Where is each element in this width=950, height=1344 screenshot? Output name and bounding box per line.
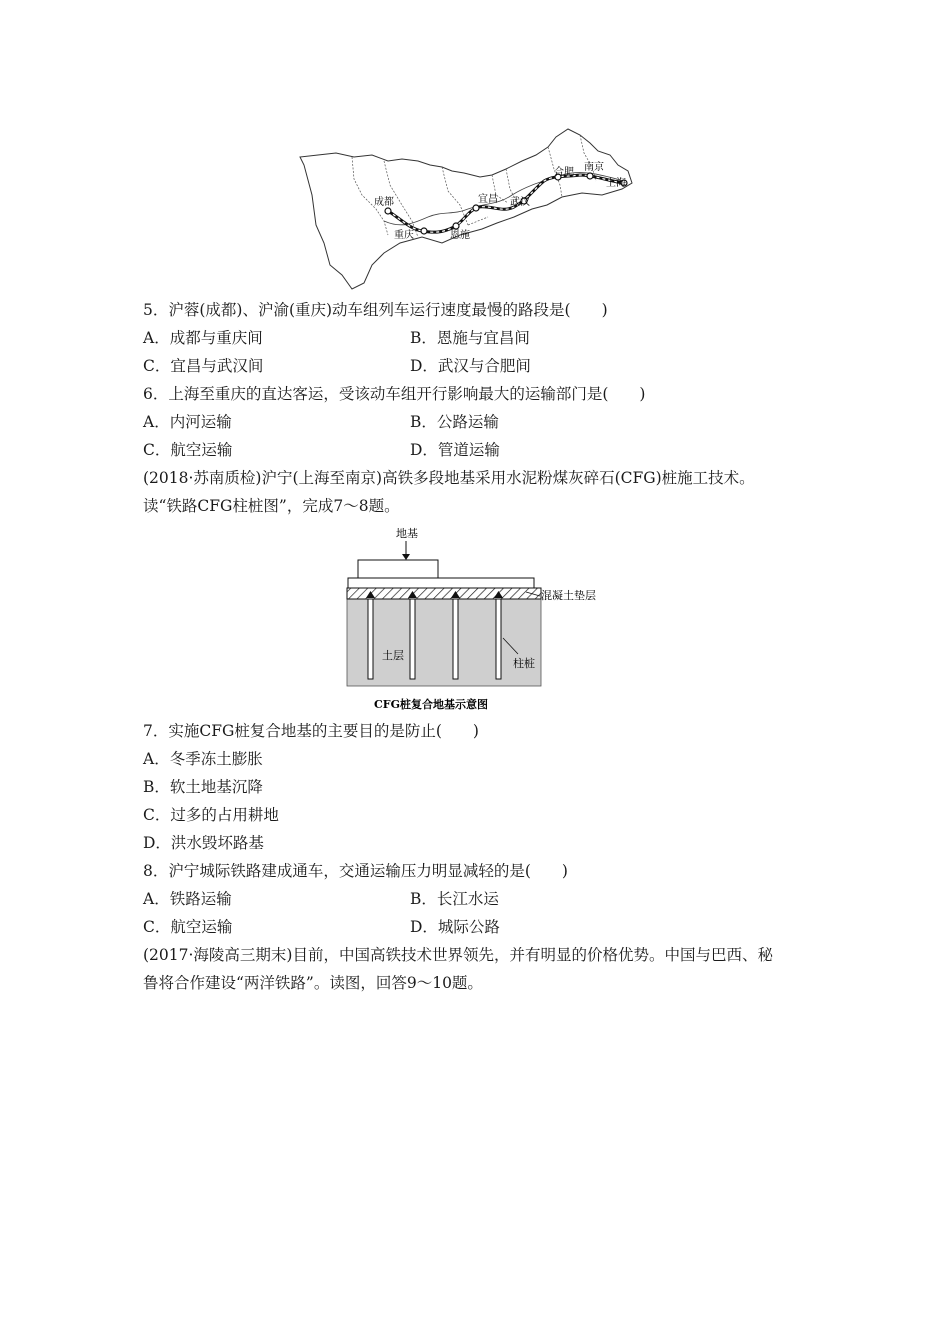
map-province-borders: [352, 135, 596, 237]
embankment-base: [348, 578, 534, 588]
city-label-chongqing: 重庆: [394, 230, 414, 241]
pile-4: [496, 599, 501, 679]
city-label-yichang: 宜昌: [478, 194, 498, 205]
q8-option-c[interactable]: C．航空运输: [143, 918, 233, 936]
foundation-label: 地基: [396, 527, 418, 540]
railway-line: [388, 175, 624, 232]
q8-option-b[interactable]: B．长江水运: [410, 890, 499, 908]
city-label-nanjing: 南京: [584, 162, 604, 173]
pile-2: [410, 599, 415, 679]
q5-option-c[interactable]: C．宜昌与武汉间: [143, 357, 264, 375]
intro-9-10-line1: (2017·海陵高三期末)目前，中国高铁技术世界领先，并有明显的价格优势。中国与巴西、秘: [143, 946, 773, 964]
soil-layer: [347, 588, 541, 686]
soil-label: 土层: [382, 649, 404, 662]
city-marker-nanjing: [587, 173, 593, 179]
intro-7-8-line1: (2018·苏南质检)沪宁(上海至南京)高铁多段地基采用水泥粉煤灰碎石(CFG)桩施工技术。: [143, 469, 755, 487]
q7-option-d[interactable]: D．洪水毁坏路基: [143, 834, 264, 852]
city-label-chengdu: 成都: [374, 197, 394, 208]
map-region-outline: [300, 129, 632, 289]
q8-option-d[interactable]: D．城际公路: [410, 918, 500, 936]
city-label-enshi: 恩施: [450, 230, 470, 241]
embankment: [358, 560, 438, 578]
figure-caption: CFG桩复合地基示意图: [374, 698, 488, 711]
city-label-wuhan: 武汉: [510, 197, 530, 208]
city-label-hefei: 合肥: [554, 167, 574, 178]
q7-option-a[interactable]: A．冬季冻土膨胀: [143, 750, 263, 768]
pile-label: 柱桩: [513, 657, 535, 670]
q5-option-a[interactable]: A．成都与重庆间: [143, 329, 263, 347]
q6-option-c[interactable]: C．航空运输: [143, 441, 233, 459]
cushion-label: 混凝土垫层: [541, 589, 596, 602]
q6-option-d[interactable]: D．管道运输: [410, 441, 500, 459]
intro-9-10-line2: 鲁将合作建设“两洋铁路”。读图，回答9～10题。: [143, 974, 483, 992]
q6-stem: 6．上海至重庆的直达客运，受该动车组开行影响最大的运输部门是( ): [143, 385, 646, 403]
city-marker-chongqing: [421, 228, 427, 234]
q8-stem: 8．沪宁城际铁路建成通车，交通运输压力明显减轻的是( ): [143, 862, 568, 880]
intro-7-8-line2: 读“铁路CFG柱桩图”，完成7～8题。: [143, 497, 400, 515]
q5-stem: 5．沪蓉(成都)、沪渝(重庆)动车组列车运行速度最慢的路段是( ): [143, 301, 608, 319]
pile-3: [453, 599, 458, 679]
railway-map: [292, 125, 637, 293]
q7-stem: 7．实施CFG桩复合地基的主要目的是防止( ): [143, 722, 479, 740]
q8-option-a[interactable]: A．铁路运输: [143, 890, 232, 908]
river: [384, 173, 624, 225]
city-marker-yichang: [473, 205, 479, 211]
q6-option-a[interactable]: A．内河运输: [143, 413, 232, 431]
concrete-cushion: [347, 588, 541, 599]
foundation-arrowhead: [402, 554, 410, 560]
q7-option-b[interactable]: B．软土地基沉降: [143, 778, 263, 796]
q7-option-c[interactable]: C．过多的占用耕地: [143, 806, 279, 824]
city-label-shanghai: 上海: [606, 178, 626, 189]
q5-option-b[interactable]: B．恩施与宜昌间: [410, 329, 530, 347]
q6-option-b[interactable]: B．公路运输: [410, 413, 499, 431]
cfg-pile-diagram: [340, 522, 612, 714]
railway-line-inner: [388, 175, 624, 232]
pile-1: [368, 599, 373, 679]
city-marker-chengdu: [385, 208, 391, 214]
q5-option-d[interactable]: D．武汉与合肥间: [410, 357, 531, 375]
city-marker-enshi: [453, 223, 459, 229]
